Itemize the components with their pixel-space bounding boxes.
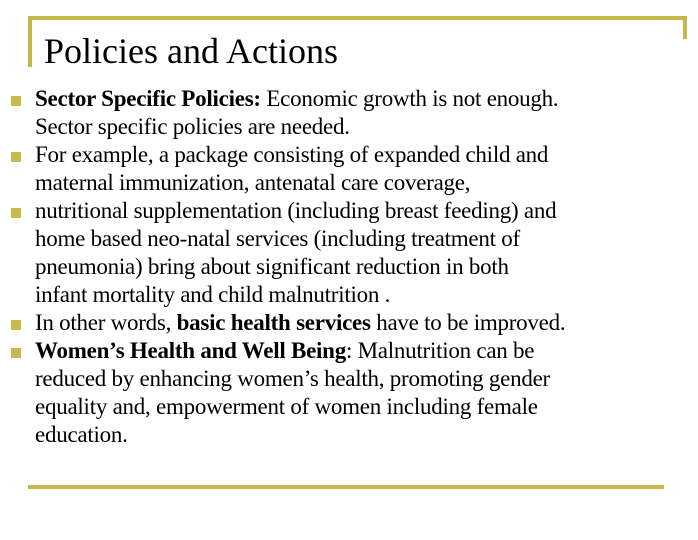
square-bullet-icon: [11, 96, 21, 106]
bullet-text: [35, 309, 698, 337]
text-line: pneumonia) bring about significant reduction in both: [35, 254, 509, 279]
text-line: Sector specific policies are needed.: [35, 114, 350, 139]
frame-right-rule: [683, 16, 687, 39]
square-bullet-icon: [11, 152, 21, 162]
square-bullet-icon: [11, 320, 21, 330]
bullet-heading: Sector Specific Policies:: [35, 86, 261, 111]
bullet-sector-specific-policies: [0, 85, 698, 141]
text-line: nutritional supplementation (including breast feeding) and: [35, 198, 557, 223]
text-line: : Malnutrition can be: [345, 338, 535, 363]
text-line: For example, a package consisting of expanded child and: [35, 142, 549, 167]
text-line: maternal immunization, antenatal care coverage,: [35, 170, 471, 195]
text-line: Economic growth is not enough.: [266, 86, 559, 111]
text-line: equality and, empowerment of women including female: [35, 394, 538, 419]
slide-title: Policies and Actions: [44, 31, 338, 71]
bullet-for-example: [0, 141, 698, 197]
frame-left-rule: [28, 16, 32, 67]
text-line: education.: [35, 422, 128, 447]
bullet-heading: Women’s Health and Well Being: [35, 338, 346, 363]
bullet-in-other-words: [0, 309, 698, 337]
bullet-text: [35, 141, 698, 197]
bold-phrase: basic health services: [176, 310, 371, 335]
text-segment: In other words,: [35, 310, 172, 335]
square-bullet-icon: [11, 208, 21, 218]
square-bullet-icon: [11, 348, 21, 358]
text-line: home based neo-natal services (including treatment of: [35, 226, 520, 251]
text-line: reduced by enhancing women’s health, promoting gender: [35, 366, 550, 391]
bullet-text: [35, 197, 698, 309]
bullet-nutritional-supplementation: [0, 197, 698, 309]
text-segment: have to be improved.: [376, 310, 566, 335]
bullet-text: [35, 337, 698, 449]
frame-top-rule: [28, 16, 687, 20]
text-line: infant mortality and child malnutrition .: [35, 282, 391, 307]
bullet-womens-health: [0, 337, 698, 449]
frame-bottom-rule: [28, 485, 664, 489]
bullet-list: [0, 85, 698, 449]
bullet-text: [35, 85, 698, 141]
